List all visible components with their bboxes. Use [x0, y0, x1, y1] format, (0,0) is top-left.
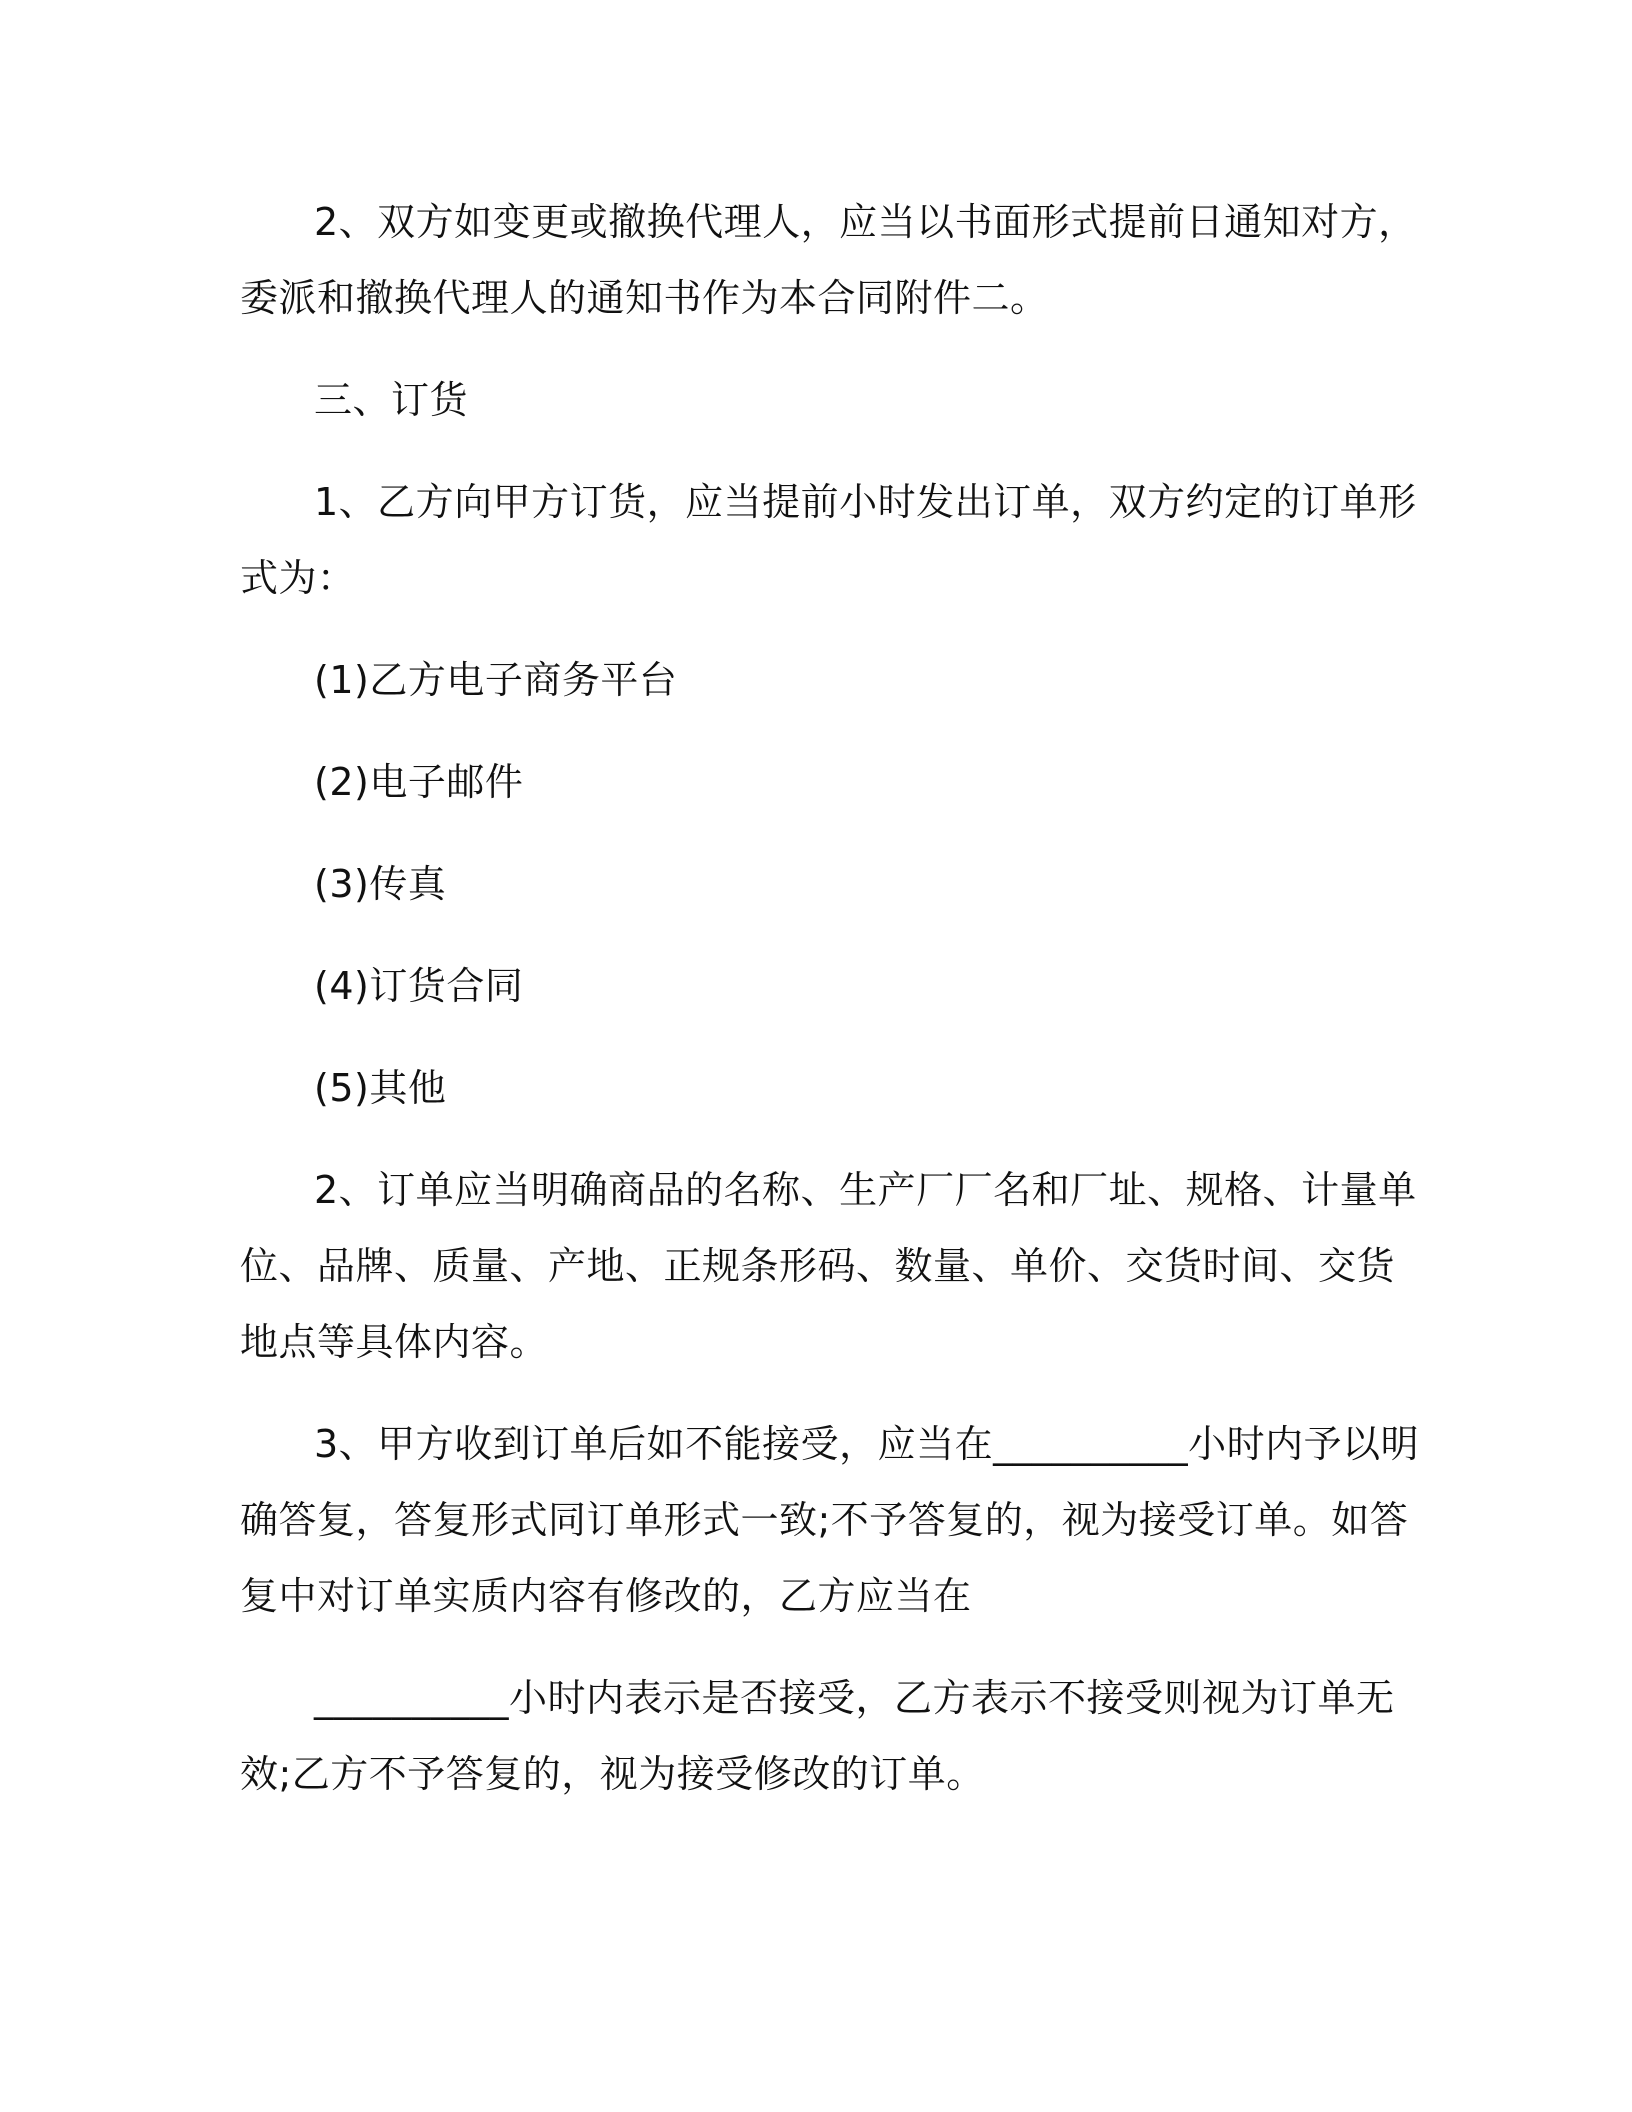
order-form-option-4: (4)订货合同	[314, 964, 524, 1008]
order-form-option-5: (5)其他	[314, 1066, 447, 1110]
order-clause-2-line-3: 地点等具体内容。	[240, 1320, 549, 1364]
order-clause-1-line-1: 1、乙方向甲方订货，应当提前小时发出订单，双方约定的订单形	[314, 480, 1417, 524]
order-form-option-1: (1)乙方电子商务平台	[314, 658, 678, 702]
order-clause-2-line-2: 位、品牌、质量、产地、正规条形码、数量、单价、交货时间、交货	[240, 1244, 1396, 1288]
clause-2-line-2: 委派和撤换代理人的通知书作为本合同附件二。	[240, 276, 1049, 320]
order-clause-3-line-2: 确答复，答复形式同订单形式一致;不予答复的，视为接受订单。如答	[240, 1498, 1409, 1542]
order-clause-2-line-1: 2、订单应当明确商品的名称、生产厂厂名和厂址、规格、计量单	[314, 1168, 1417, 1212]
section-3-heading: 三、订货	[314, 378, 469, 422]
order-clause-3-line-5: 效;乙方不予答复的，视为接受修改的订单。	[240, 1752, 985, 1796]
order-clause-3-line-1: 3、甲方收到订单后如不能接受，应当在__________小时内予以明	[314, 1422, 1420, 1466]
order-clause-1-line-2: 式为：	[240, 556, 356, 600]
order-form-option-3: (3)传真	[314, 862, 447, 906]
order-form-option-2: (2)电子邮件	[314, 760, 524, 804]
order-clause-3-line-4: __________小时内表示是否接受，乙方表示不接受则视为订单无	[314, 1676, 1395, 1720]
clause-2-line-1: 2、双方如变更或撤换代理人，应当以书面形式提前日通知对方，	[314, 200, 1417, 244]
order-clause-3-line-3: 复中对订单实质内容有修改的，乙方应当在	[240, 1574, 972, 1618]
